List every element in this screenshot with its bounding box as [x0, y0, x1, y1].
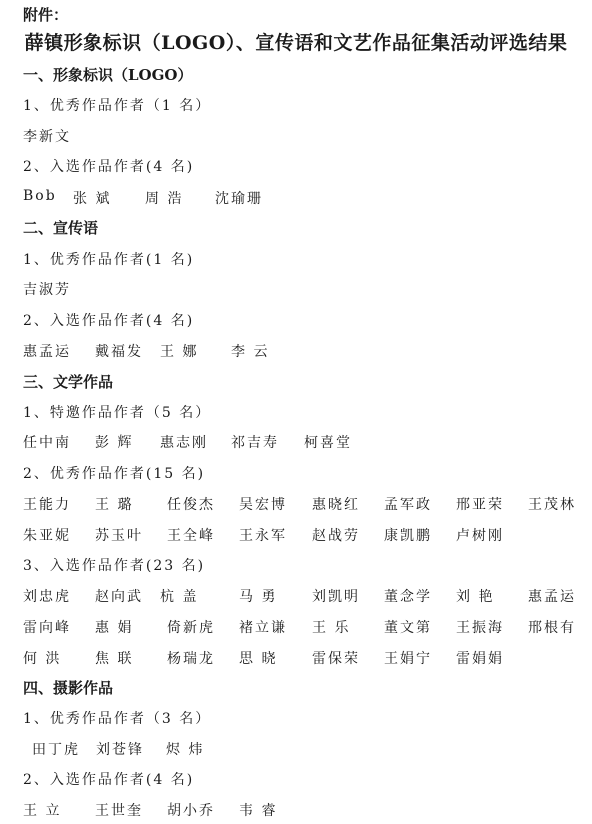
person-name: 王 乐 [312, 620, 351, 636]
person-name: 雷娟娟 [456, 651, 504, 667]
person-name: 赵战劳 [312, 528, 360, 544]
person-name: 韦 睿 [239, 803, 278, 819]
group-label: 1、优秀作品作者(1 名) [23, 252, 195, 268]
section-heading-slogan: 二、宣传语 [23, 219, 99, 237]
name-row [23, 800, 583, 824]
group-label: 1、优秀作品作者（1 名） [23, 98, 212, 114]
person-name: 惠 娟 [95, 620, 134, 636]
name-row [23, 341, 583, 365]
person-name: 刘凯明 [312, 589, 360, 605]
person-name: 雷向峰 [23, 620, 71, 636]
person-name: 董文第 [384, 620, 432, 636]
section-heading-literature: 三、文学作品 [23, 373, 114, 391]
person-name: 柯喜堂 [304, 435, 352, 451]
person-name: Bob [23, 188, 57, 204]
person-name: 苏玉叶 [95, 528, 143, 544]
name-row [23, 739, 583, 763]
person-name: 何 洪 [23, 651, 62, 667]
person-name: 王世奎 [95, 803, 143, 819]
name-row [23, 617, 583, 641]
section-heading-photography: 四、摄影作品 [23, 679, 114, 697]
person-name: 王娟宁 [384, 651, 432, 667]
person-name: 卢树刚 [456, 528, 504, 544]
person-name: 戴福发 [95, 344, 143, 360]
person-name: 焦 联 [95, 651, 134, 667]
person-name: 吴宏博 [239, 497, 287, 513]
person-name: 胡小乔 [167, 803, 215, 819]
person-name: 彭 辉 [95, 435, 134, 451]
person-name: 沈瑜珊 [215, 191, 263, 207]
person-name: 刘忠虎 [23, 589, 71, 605]
name-row [23, 525, 583, 549]
person-name: 李新文 [23, 129, 71, 145]
group-label: 2、入选作品作者(4 名) [23, 313, 195, 329]
group-label: 3、入选作品作者(23 名) [23, 558, 206, 574]
group-label: 2、入选作品作者(4 名) [23, 159, 195, 175]
name-row [23, 494, 583, 518]
person-name: 赵向武 [95, 589, 143, 605]
name-row [23, 188, 583, 212]
person-name: 刘 艳 [456, 589, 495, 605]
person-name: 吉淑芳 [23, 282, 71, 298]
person-name: 刘苍锋 [96, 742, 144, 758]
person-name: 张 斌 [73, 191, 112, 207]
person-name: 烬 炜 [166, 742, 205, 758]
group-label: 2、优秀作品作者(15 名) [23, 466, 206, 482]
person-name: 王 璐 [95, 497, 134, 513]
name-row [23, 648, 583, 672]
person-name: 孟军政 [384, 497, 432, 513]
group-label: 2、入选作品作者(4 名) [23, 772, 195, 788]
person-name: 王振海 [456, 620, 504, 636]
group-label: 1、特邀作品作者（5 名） [23, 405, 212, 421]
person-name: 康凯鹏 [384, 528, 432, 544]
person-name: 朱亚妮 [23, 528, 71, 544]
person-name: 田丁虎 [32, 742, 80, 758]
person-name: 邢亚荣 [456, 497, 504, 513]
group-label: 1、优秀作品作者（3 名） [23, 711, 212, 727]
person-name: 祁吉寿 [231, 435, 279, 451]
person-name: 任俊杰 [167, 497, 215, 513]
name-row [23, 586, 583, 610]
person-name: 惠孟运 [23, 344, 71, 360]
section-heading-logo: 一、形象标识（LOGO） [23, 66, 193, 84]
person-name: 惠晓红 [312, 497, 360, 513]
person-name: 王永军 [239, 528, 287, 544]
person-name: 雷保荣 [312, 651, 360, 667]
name-row [23, 126, 583, 150]
person-name: 惠志刚 [160, 435, 208, 451]
person-name: 杨瑞龙 [167, 651, 215, 667]
person-name: 马 勇 [239, 589, 278, 605]
person-name: 董念学 [384, 589, 432, 605]
person-name: 王 娜 [160, 344, 199, 360]
person-name: 王能力 [23, 497, 71, 513]
person-name: 杭 盖 [160, 589, 199, 605]
person-name: 邢根有 [528, 620, 576, 636]
person-name: 周 浩 [145, 191, 184, 207]
person-name: 任中南 [23, 435, 71, 451]
person-name: 思 晓 [239, 651, 278, 667]
name-row [23, 432, 583, 456]
person-name: 惠孟运 [528, 589, 576, 605]
person-name: 李 云 [231, 344, 270, 360]
attachment-label: 附件： [23, 6, 69, 24]
name-row [23, 279, 583, 303]
person-name: 倚新虎 [167, 620, 215, 636]
person-name: 王全峰 [167, 528, 215, 544]
person-name: 褚立谦 [239, 620, 287, 636]
person-name: 王茂林 [528, 497, 576, 513]
page-title: 薛镇形象标识（LOGO）、宣传语和文艺作品征集活动评选结果 [24, 32, 568, 54]
person-name: 王 立 [23, 803, 62, 819]
